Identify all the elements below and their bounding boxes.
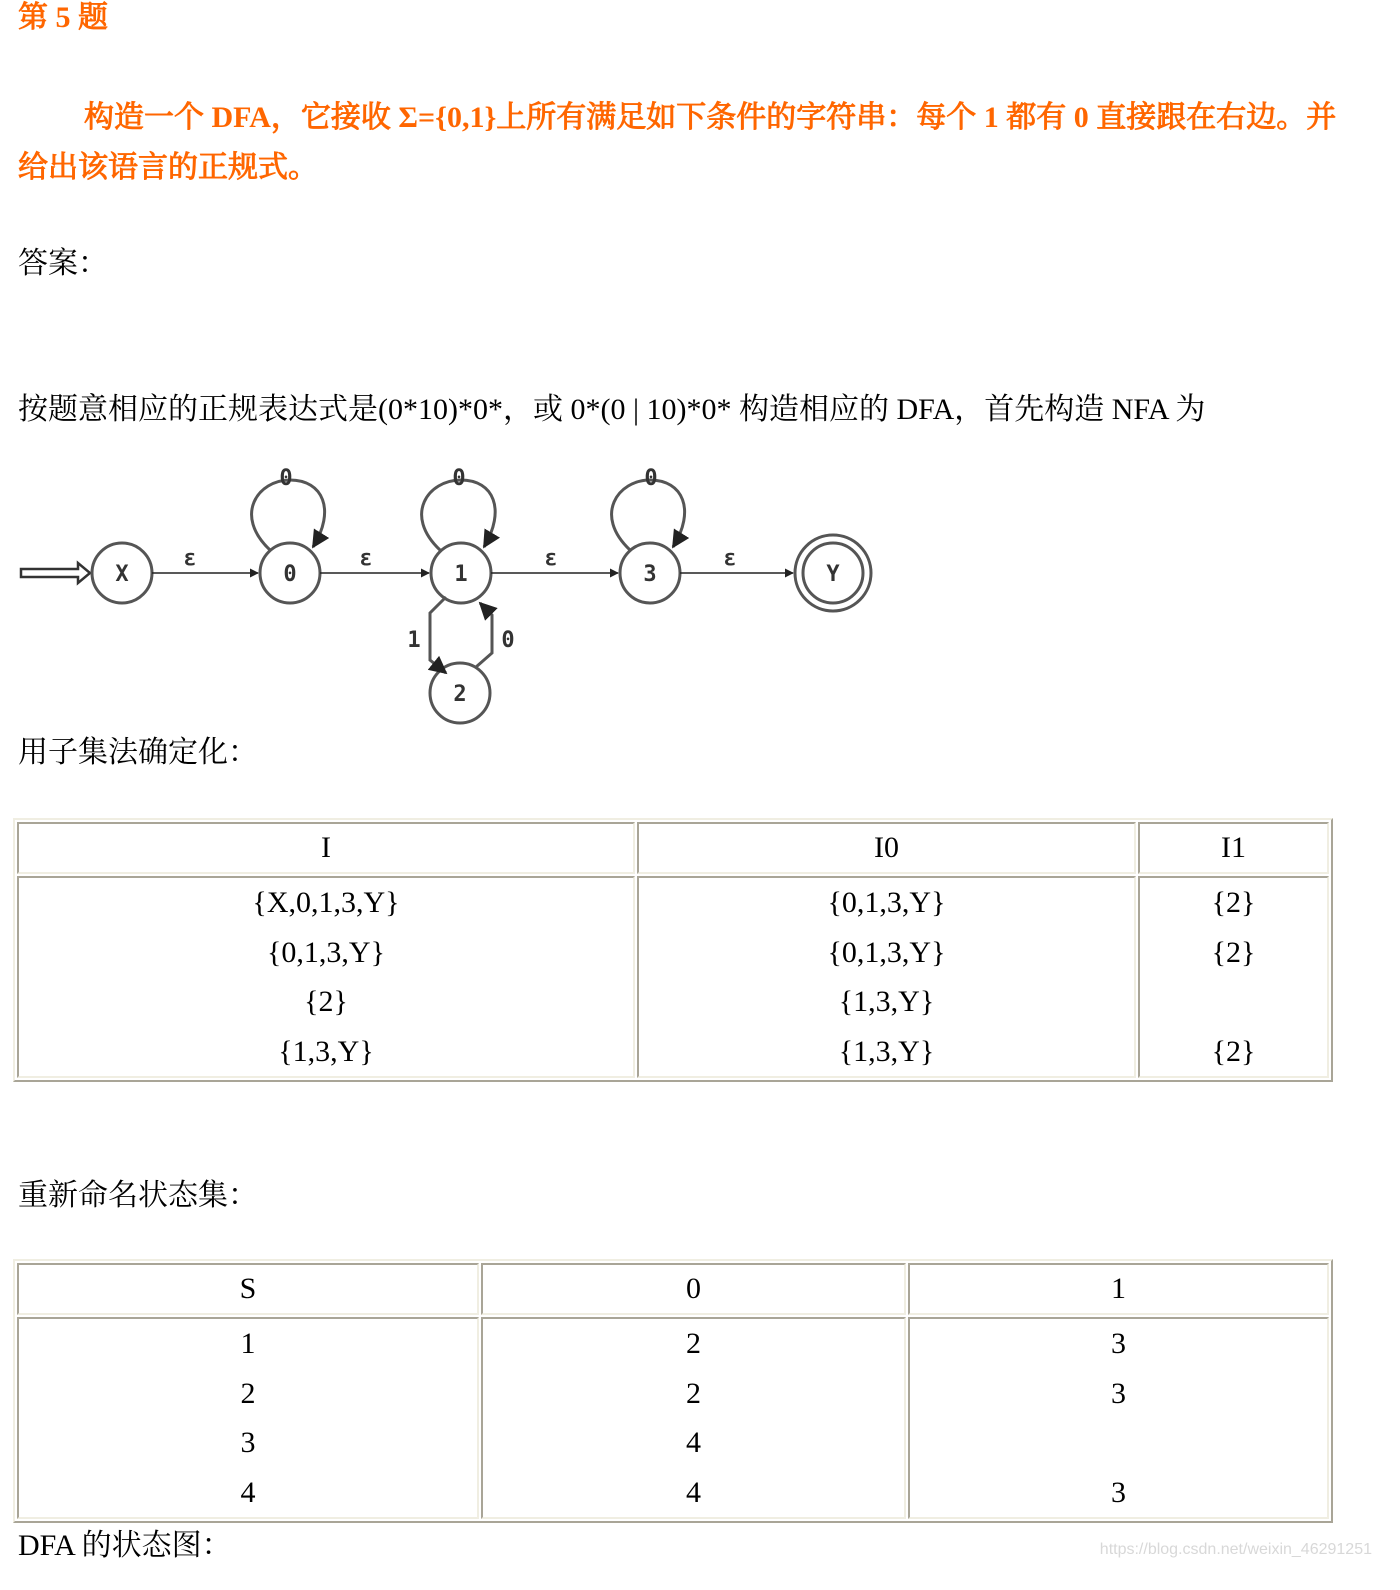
- state-0-label: 0: [283, 562, 297, 587]
- answer-label: 答案：: [18, 247, 108, 280]
- state-1-label: 1: [454, 562, 468, 587]
- edge-label-1-2: 1: [407, 628, 421, 653]
- column-i1-values: [1138, 876, 1329, 1078]
- subset-method-label: 用子集法确定化：: [18, 736, 258, 769]
- table-cell: {2}: [1211, 935, 1256, 969]
- state-x-label: X: [115, 562, 129, 587]
- column-header-1: 1: [908, 1263, 1329, 1315]
- table-cell: 3: [1111, 1475, 1126, 1509]
- table-cell: [1140, 977, 1327, 1027]
- table-cell: {X,0,1,3,Y}: [252, 886, 400, 919]
- table-cell: {1,3,Y}: [278, 1034, 374, 1068]
- column-header-0: 0: [481, 1263, 906, 1315]
- table-cell: {2}: [1211, 886, 1256, 919]
- edge-label-3-loop: 0: [644, 466, 658, 491]
- edge-label-3-y: ε: [723, 546, 737, 571]
- edge-label-2-1: 0: [501, 628, 515, 653]
- state-y-label: Y: [826, 562, 840, 587]
- rename-table: [13, 1259, 1333, 1523]
- start-arrow-icon: [21, 563, 90, 583]
- table-cell: 2: [686, 1327, 701, 1360]
- table-cell: {0,1,3,Y}: [827, 935, 946, 969]
- table-cell: {2}: [1211, 1034, 1256, 1068]
- table-cell: 3: [1111, 1327, 1126, 1360]
- nfa-diagram: [18, 455, 898, 725]
- column-header-i: I: [17, 822, 635, 874]
- table-cell: [910, 1418, 1327, 1468]
- table-cell: 4: [686, 1426, 701, 1459]
- table-cell: 4: [240, 1475, 256, 1509]
- watermark: https://blog.csdn.net/weixin_46291251: [1099, 1541, 1372, 1558]
- edge-label-1-loop: 0: [452, 466, 466, 491]
- rename-states-label: 重新命名状态集：: [18, 1179, 258, 1212]
- column-1-values: [908, 1317, 1329, 1519]
- column-header-i0: I0: [637, 822, 1136, 874]
- dfa-diagram-label: DFA 的状态图：: [18, 1529, 232, 1562]
- table-header-row: [17, 822, 1329, 874]
- column-header-s: S: [17, 1263, 479, 1315]
- table-cell: 3: [1111, 1376, 1126, 1410]
- table-cell: 2: [686, 1376, 701, 1410]
- table-row: [17, 876, 1329, 1078]
- table-cell: 1: [240, 1327, 256, 1360]
- edge-label-0-1: ε: [359, 546, 373, 571]
- table-cell: {0,1,3,Y}: [267, 935, 385, 969]
- table-cell: {2}: [304, 985, 348, 1018]
- problem-statement: 构造一个 DFA，它接收 Σ={0,1}上所有满足如下条件的字符串：每个 1 都有 0 直接跟在右边。并给出该语言的正规式。: [18, 101, 1337, 184]
- column-i-values: [17, 876, 635, 1078]
- column-s-values: [17, 1317, 479, 1519]
- state-3-label: 3: [643, 562, 657, 587]
- edge-label-0-loop: 0: [279, 466, 293, 491]
- table-row: [17, 1317, 1329, 1519]
- subset-table: [13, 818, 1333, 1082]
- edge-label-x-0: ε: [183, 546, 197, 571]
- column-i0-values: [637, 876, 1136, 1078]
- explanation-text: 按题意相应的正规表达式是(0*10)*0*，或 0*(0 | 10)*0* 构造相应的 DFA，首先构造 NFA 为: [18, 393, 1206, 426]
- table-cell: 4: [686, 1475, 701, 1509]
- table-cell: 3: [240, 1426, 256, 1459]
- table-header-row: [17, 1263, 1329, 1315]
- table-cell: {0,1,3,Y}: [827, 886, 946, 919]
- table-cell: {1,3,Y}: [838, 1034, 935, 1068]
- table-cell: {1,3,Y}: [838, 985, 935, 1018]
- column-header-i1: I1: [1138, 822, 1329, 874]
- edge-label-1-3: ε: [544, 546, 558, 571]
- table-cell: 2: [240, 1376, 256, 1410]
- state-2-label: 2: [453, 682, 467, 707]
- problem-heading: 第 5 题: [18, 1, 108, 34]
- column-0-values: [481, 1317, 906, 1519]
